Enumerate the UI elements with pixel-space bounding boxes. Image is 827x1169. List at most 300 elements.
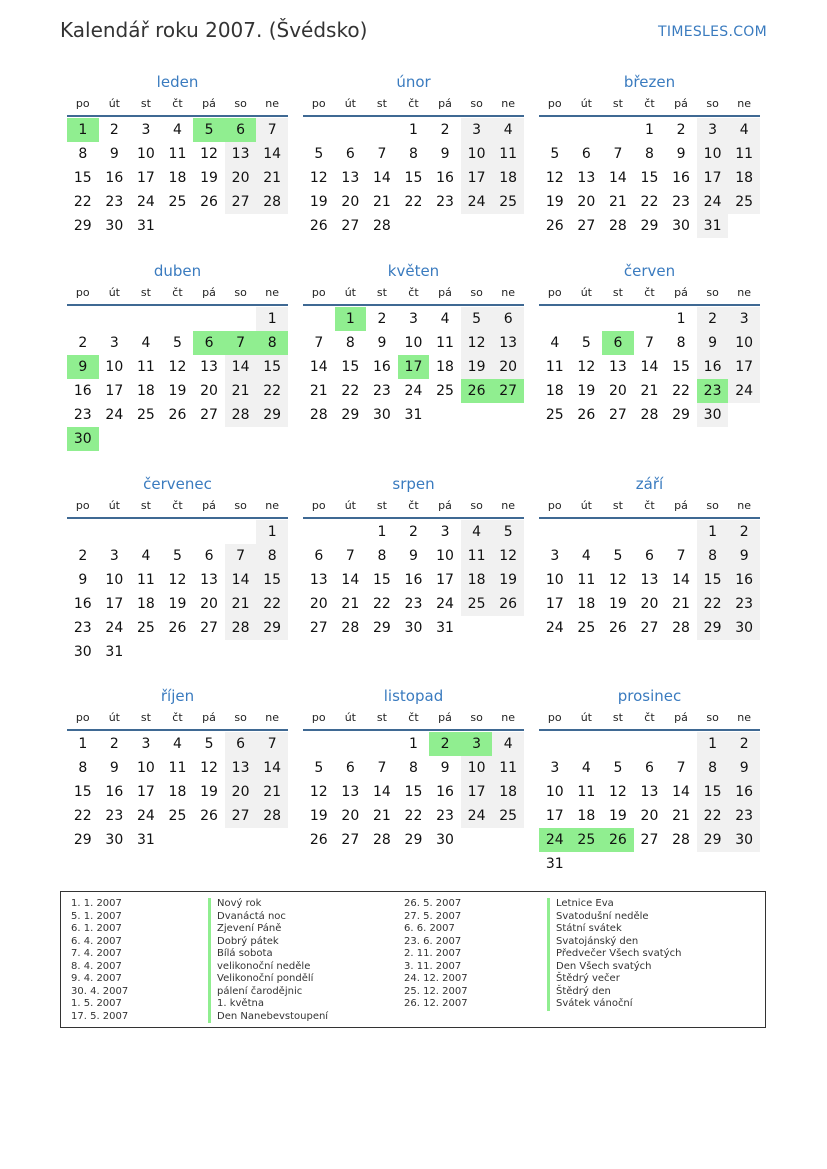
day-cell: 1 (256, 520, 288, 544)
legend-date: 27. 5. 2007 (404, 910, 462, 922)
day-cell: 11 (577, 572, 596, 588)
day-cell: 14 (309, 359, 328, 375)
day-cell: 6 (225, 732, 257, 756)
weekday-label: čt (172, 499, 183, 512)
day-grid (303, 520, 524, 640)
day-cell: 14 (225, 355, 257, 379)
day-cell: 11 (436, 335, 454, 351)
day-grid (539, 732, 760, 876)
day-cell: 20 (309, 596, 328, 612)
day-cell: 5 (581, 335, 591, 351)
day-cell: 8 (697, 756, 729, 780)
empty-cell (303, 118, 335, 142)
empty-cell (99, 520, 131, 544)
weekday-label: út (108, 286, 120, 299)
weekday-label: čt (644, 499, 655, 512)
empty-cell (634, 520, 666, 544)
day-cell: 26 (200, 808, 218, 824)
month-2 (303, 71, 524, 238)
day-cell: 27 (492, 379, 524, 403)
day-cell: 7 (613, 146, 623, 162)
day-cell: 20 (200, 596, 218, 612)
day-cell: 26 (168, 620, 187, 636)
day-cell: 16 (436, 170, 454, 186)
day-cell: 28 (341, 620, 360, 636)
day-cell: 21 (672, 808, 690, 824)
day-cell: 27 (309, 620, 328, 636)
weekday-label: po (75, 711, 90, 724)
day-cell: 11 (492, 756, 524, 780)
day-cell: 17 (398, 355, 430, 379)
day-cell: 31 (697, 214, 729, 238)
day-cell: 19 (168, 596, 187, 612)
day-grid (303, 732, 524, 852)
weekday-label: st (612, 286, 623, 299)
month-12 (539, 685, 760, 876)
day-cell: 14 (341, 572, 360, 588)
empty-cell (602, 732, 634, 756)
day-cell: 8 (377, 548, 387, 564)
day-cell: 13 (640, 572, 659, 588)
day-cell: 12 (168, 572, 187, 588)
day-cell: 20 (200, 383, 218, 399)
weekday-label: st (376, 97, 387, 110)
day-cell: 30 (436, 832, 454, 848)
day-cell: 9 (728, 756, 760, 780)
day-cell: 30 (728, 616, 760, 640)
legend-date: 3. 11. 2007 (404, 960, 462, 972)
day-cell: 22 (341, 383, 360, 399)
day-cell: 2 (78, 335, 88, 351)
day-cell: 24 (728, 379, 760, 403)
day-cell: 4 (492, 732, 524, 756)
weekday-label: po (311, 97, 326, 110)
weekday-label: st (376, 499, 387, 512)
day-cell: 1 (67, 118, 99, 142)
weekday-label: ne (501, 97, 516, 110)
day-cell: 12 (309, 784, 328, 800)
day-cell: 15 (73, 170, 92, 186)
day-cell: 26 (608, 620, 627, 636)
weekday-header (539, 282, 760, 306)
day-grid (303, 307, 524, 427)
day-cell: 28 (640, 407, 659, 423)
day-cell: 25 (168, 808, 187, 824)
month-4 (67, 260, 288, 451)
day-cell: 6 (345, 146, 355, 162)
day-cell: 28 (672, 620, 690, 636)
day-cell: 16 (105, 170, 124, 186)
day-cell: 22 (697, 592, 729, 616)
day-cell: 17 (105, 383, 124, 399)
weekday-label: ne (265, 97, 280, 110)
day-cell: 9 (440, 760, 450, 776)
weekday-label: út (580, 97, 592, 110)
day-cell: 31 (136, 832, 155, 848)
day-cell: 28 (372, 832, 391, 848)
day-cell: 23 (73, 620, 92, 636)
legend-names-column-2 (547, 898, 681, 1011)
legend-holiday-name: Dobrý pátek (208, 936, 328, 949)
day-cell: 26 (602, 828, 634, 852)
month-name: leden (156, 73, 199, 91)
day-cell: 18 (577, 808, 596, 824)
day-grid (539, 307, 760, 427)
empty-cell (602, 118, 634, 142)
day-cell: 23 (372, 383, 391, 399)
day-cell: 5 (550, 146, 560, 162)
month-name: listopad (383, 687, 444, 705)
day-cell: 20 (608, 383, 627, 399)
day-cell: 6 (492, 307, 524, 331)
day-cell: 17 (461, 780, 493, 804)
day-cell: 18 (461, 568, 493, 592)
legend-holiday-name: Velikonoční pondělí (208, 973, 328, 986)
legend-holiday-name: 1. května (208, 998, 328, 1011)
day-cell: 21 (372, 808, 391, 824)
day-cell: 23 (697, 379, 729, 403)
day-cell: 4 (581, 548, 591, 564)
day-cell: 20 (225, 780, 257, 804)
day-cell: 13 (341, 784, 360, 800)
month-name: prosinec (617, 687, 682, 705)
day-cell: 21 (341, 596, 360, 612)
day-cell: 3 (697, 118, 729, 142)
day-cell: 1 (335, 307, 367, 331)
weekday-label: út (580, 711, 592, 724)
empty-cell (665, 732, 697, 756)
day-cell: 31 (105, 644, 124, 660)
legend-date: 6. 1. 2007 (71, 923, 122, 934)
month-1 (67, 71, 288, 238)
weekday-label: st (612, 97, 623, 110)
day-cell: 6 (314, 548, 324, 564)
weekday-header (303, 282, 524, 306)
weekday-label: čt (644, 97, 655, 110)
empty-cell (303, 732, 335, 756)
day-cell: 17 (697, 166, 729, 190)
day-cell: 12 (545, 170, 564, 186)
day-cell: 23 (436, 194, 454, 210)
weekday-header (539, 93, 760, 117)
day-cell: 7 (314, 335, 324, 351)
empty-cell (539, 118, 571, 142)
legend-date: 9. 4. 2007 (71, 973, 122, 984)
day-cell: 6 (204, 548, 214, 564)
day-cell: 23 (672, 194, 690, 210)
brand-logo[interactable]: TIMESLES.COM (658, 24, 767, 40)
day-cell: 3 (141, 736, 151, 752)
day-cell: 20 (225, 166, 257, 190)
day-cell: 7 (676, 548, 686, 564)
day-cell: 25 (461, 592, 493, 616)
month-7 (67, 473, 288, 664)
day-cell: 13 (225, 142, 257, 166)
weekday-label: čt (408, 711, 419, 724)
day-cell: 22 (73, 808, 92, 824)
day-cell: 18 (436, 359, 454, 375)
month-name: březen (623, 73, 676, 91)
day-cell: 2 (377, 311, 387, 327)
weekday-header (539, 495, 760, 519)
day-cell: 26 (168, 407, 187, 423)
weekday-label: so (706, 711, 719, 724)
day-cell: 5 (314, 146, 324, 162)
day-cell: 21 (225, 379, 257, 403)
day-cell: 25 (436, 383, 454, 399)
day-cell: 24 (461, 190, 493, 214)
weekday-label: so (706, 499, 719, 512)
day-cell: 9 (78, 572, 88, 588)
weekday-label: po (547, 286, 562, 299)
weekday-label: pá (674, 97, 688, 110)
day-cell: 18 (577, 596, 596, 612)
weekday-label: po (75, 499, 90, 512)
empty-cell (67, 520, 99, 544)
legend-date: 17. 5. 2007 (71, 1010, 129, 1022)
day-cell: 23 (105, 808, 124, 824)
weekday-label: pá (202, 97, 216, 110)
weekday-label: pá (202, 711, 216, 724)
day-cell: 12 (577, 359, 596, 375)
day-cell: 24 (436, 596, 454, 612)
day-cell: 24 (404, 383, 423, 399)
day-cell: 21 (672, 596, 690, 612)
day-cell: 29 (672, 407, 690, 423)
day-cell: 29 (73, 832, 92, 848)
day-cell: 29 (372, 620, 391, 636)
day-cell: 15 (341, 359, 360, 375)
weekday-label: so (470, 711, 483, 724)
weekday-label: čt (172, 97, 183, 110)
day-cell: 23 (404, 596, 423, 612)
legend-date: 8. 4. 2007 (71, 960, 122, 972)
weekday-label: út (344, 97, 356, 110)
weekday-label: ne (501, 499, 516, 512)
weekday-label: čt (644, 711, 655, 724)
day-cell: 19 (309, 808, 328, 824)
day-cell: 29 (73, 218, 92, 234)
legend-holiday-name: Den Všech svatých (547, 961, 681, 974)
weekday-label: pá (438, 499, 452, 512)
day-cell: 13 (341, 170, 360, 186)
day-cell: 10 (728, 331, 760, 355)
legend-holiday-name: Letnice Eva (547, 898, 681, 911)
day-cell: 21 (372, 194, 391, 210)
day-cell: 25 (168, 194, 187, 210)
day-cell: 4 (728, 118, 760, 142)
day-cell: 25 (136, 620, 155, 636)
legend-holiday-name: Nový rok (208, 898, 328, 911)
day-grid (539, 520, 760, 640)
weekday-label: st (140, 97, 151, 110)
month-name: duben (153, 262, 202, 280)
day-cell: 25 (577, 620, 596, 636)
day-cell: 27 (608, 407, 627, 423)
day-cell: 25 (492, 190, 524, 214)
legend-date: 26. 5. 2007 (404, 898, 462, 909)
day-cell: 11 (492, 142, 524, 166)
day-cell: 25 (545, 407, 564, 423)
weekday-label: so (234, 499, 247, 512)
day-cell: 13 (492, 331, 524, 355)
day-cell: 11 (461, 544, 493, 568)
day-cell: 6 (225, 118, 257, 142)
day-cell: 3 (550, 760, 560, 776)
day-cell: 4 (440, 311, 450, 327)
day-cell: 10 (136, 146, 155, 162)
day-cell: 27 (577, 218, 596, 234)
legend-holiday-name: Předvečer Všech svatých (547, 948, 681, 961)
day-cell: 22 (640, 194, 659, 210)
empty-cell (571, 520, 603, 544)
weekday-label: čt (644, 286, 655, 299)
weekday-label: po (311, 286, 326, 299)
day-cell: 5 (204, 736, 214, 752)
day-cell: 19 (545, 194, 564, 210)
day-cell: 16 (73, 596, 92, 612)
weekday-label: pá (202, 286, 216, 299)
day-cell: 30 (105, 832, 124, 848)
day-cell: 1 (697, 732, 729, 756)
day-cell: 8 (409, 760, 418, 776)
day-cell: 14 (672, 784, 690, 800)
weekday-label: so (470, 499, 483, 512)
day-cell: 23 (728, 592, 760, 616)
day-cell: 17 (136, 784, 155, 800)
empty-cell (602, 520, 634, 544)
day-cell: 5 (193, 118, 225, 142)
day-cell: 24 (136, 808, 155, 824)
day-cell: 19 (608, 596, 627, 612)
day-cell: 27 (200, 620, 218, 636)
empty-cell (634, 307, 666, 331)
legend-holiday-name: pálení čarodějnic (208, 986, 328, 999)
day-cell: 16 (372, 359, 391, 375)
day-cell: 1 (645, 122, 654, 138)
day-cell: 16 (728, 568, 760, 592)
day-cell: 21 (608, 194, 627, 210)
weekday-label: pá (202, 499, 216, 512)
weekday-header (303, 93, 524, 117)
day-cell: 24 (545, 620, 564, 636)
legend-holiday-name: Svatodušní neděle (547, 911, 681, 924)
day-cell: 19 (200, 170, 218, 186)
day-cell: 16 (404, 572, 423, 588)
weekday-header (67, 282, 288, 306)
day-cell: 9 (377, 335, 387, 351)
day-cell: 12 (309, 170, 328, 186)
day-cell: 3 (141, 122, 151, 138)
day-cell: 19 (168, 383, 187, 399)
day-cell: 27 (640, 832, 659, 848)
day-cell: 7 (256, 732, 288, 756)
day-cell: 31 (136, 218, 155, 234)
day-cell: 15 (73, 784, 92, 800)
day-cell: 9 (109, 760, 119, 776)
day-cell: 19 (577, 383, 596, 399)
weekday-header (67, 93, 288, 117)
month-name: květen (387, 262, 440, 280)
day-cell: 15 (697, 780, 729, 804)
day-cell: 3 (461, 732, 493, 756)
empty-cell (162, 307, 194, 331)
day-cell: 6 (602, 331, 634, 355)
weekday-label: pá (438, 711, 452, 724)
empty-cell (634, 732, 666, 756)
day-cell: 9 (728, 544, 760, 568)
weekday-label: ne (737, 711, 752, 724)
day-cell: 30 (697, 403, 729, 427)
weekday-label: so (470, 97, 483, 110)
day-cell: 29 (697, 828, 729, 852)
day-cell: 14 (608, 170, 627, 186)
day-cell: 11 (136, 572, 155, 588)
day-cell: 8 (78, 760, 88, 776)
month-6 (539, 260, 760, 427)
empty-cell (571, 118, 603, 142)
day-cell: 23 (105, 194, 124, 210)
day-cell: 10 (461, 756, 493, 780)
day-cell: 27 (341, 218, 360, 234)
day-cell: 22 (256, 379, 288, 403)
day-cell: 26 (545, 218, 564, 234)
legend-date: 1. 5. 2007 (71, 998, 122, 1009)
weekday-label: út (344, 286, 356, 299)
weekday-label: pá (438, 97, 452, 110)
legend-holiday-name: Zjevení Páně (208, 923, 328, 936)
day-cell: 2 (676, 122, 686, 138)
legend-date: 24. 12. 2007 (404, 973, 468, 984)
day-cell: 2 (109, 736, 119, 752)
day-cell: 23 (73, 407, 92, 423)
day-cell: 17 (461, 166, 493, 190)
day-cell: 21 (225, 592, 257, 616)
weekday-label: út (108, 711, 120, 724)
day-cell: 17 (728, 355, 760, 379)
weekday-label: so (706, 97, 719, 110)
weekday-header (539, 707, 760, 731)
day-cell: 8 (256, 544, 288, 568)
day-cell: 22 (256, 592, 288, 616)
day-cell: 17 (436, 572, 454, 588)
day-cell: 22 (372, 596, 391, 612)
day-cell: 30 (67, 427, 99, 451)
day-cell: 15 (256, 355, 288, 379)
day-cell: 10 (545, 784, 564, 800)
day-cell: 5 (461, 307, 493, 331)
day-cell: 7 (377, 146, 387, 162)
weekday-label: po (311, 711, 326, 724)
day-cell: 16 (728, 780, 760, 804)
empty-cell (162, 520, 194, 544)
day-grid (539, 118, 760, 238)
weekday-label: út (108, 97, 120, 110)
day-cell: 16 (436, 784, 454, 800)
legend-holiday-name: Štědrý večer (547, 973, 681, 986)
day-cell: 29 (640, 218, 659, 234)
day-cell: 30 (404, 620, 423, 636)
day-cell: 24 (105, 620, 124, 636)
empty-cell (539, 307, 571, 331)
day-cell: 19 (492, 568, 524, 592)
day-cell: 20 (640, 596, 659, 612)
day-cell: 4 (461, 520, 493, 544)
day-cell: 10 (545, 572, 564, 588)
day-cell: 2 (697, 307, 729, 331)
legend-holiday-name: Svatojánský den (547, 936, 681, 949)
day-cell: 19 (608, 808, 627, 824)
